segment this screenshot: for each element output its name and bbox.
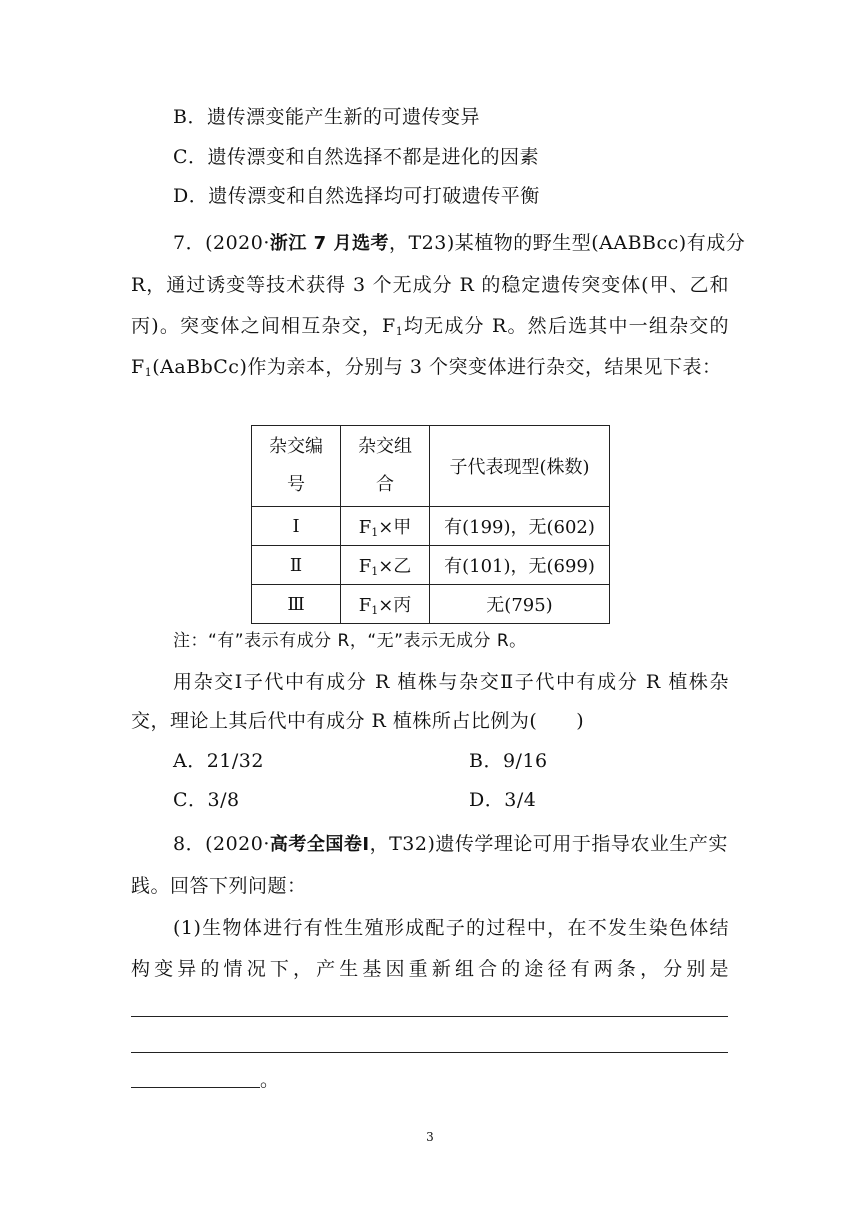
header-col2-line1: 杂交组 xyxy=(358,436,412,457)
q8-end-mark: 。 xyxy=(260,1069,280,1091)
row-id: Ⅱ xyxy=(252,546,341,585)
row-result: 有(101)，无(699) xyxy=(430,546,610,585)
cross-a: F xyxy=(358,517,372,538)
answer-blank-line[interactable] xyxy=(131,1016,728,1017)
q7-line2: R，通过诱变等技术获得 3 个无成分 R 的稳定遗传突变体(甲、乙和 xyxy=(131,274,729,296)
table-note: 注：“有”表示有成分 R，“无”表示无成分 R。 xyxy=(173,631,527,651)
option-b-prev: B．遗传漂变能产生新的可遗传变异 xyxy=(173,106,480,128)
q7-line4 xyxy=(131,353,722,381)
header-offspring: 子代表现型(株数) xyxy=(430,426,610,507)
q8-sub1-line2: 构变异的情况下，产生基因重新组合的途径有两条，分别是 xyxy=(131,958,729,980)
q7-line3-b: 均无成分 R。然后选其中一组杂交的 xyxy=(403,315,729,337)
row-result: 无(795) xyxy=(430,585,610,624)
header-col1-line1: 杂交编 xyxy=(269,436,323,457)
q7-ref: ，T23)某植物的野生型(AABBcc)有成分 xyxy=(388,232,746,254)
cross-sub: 1 xyxy=(371,604,379,617)
table-header-row xyxy=(252,426,610,507)
q7-option-b: B．9/16 xyxy=(469,750,548,772)
page-number: 3 xyxy=(426,1130,434,1144)
cross-b: ×丙 xyxy=(378,595,412,616)
q7-line3-a: 丙)。突变体之间相互杂交，F xyxy=(131,315,396,337)
row-cross xyxy=(341,585,430,624)
cross-a: F xyxy=(358,556,372,577)
row-cross xyxy=(341,546,430,585)
q7-option-a: A．21/32 xyxy=(173,750,264,772)
q7-line1 xyxy=(173,229,745,258)
option-c-prev: C．遗传漂变和自然选择不都是进化的因素 xyxy=(173,146,540,168)
header-cross-number xyxy=(252,426,341,507)
option-d-prev: D．遗传漂变和自然选择均可打破遗传平衡 xyxy=(173,185,540,207)
header-col2-line2: 合 xyxy=(376,474,394,495)
row-result: 有(199)，无(602) xyxy=(430,507,610,546)
table-row xyxy=(252,585,610,624)
table-row xyxy=(252,507,610,546)
q7-line4-a: F xyxy=(131,356,145,378)
q7-line3 xyxy=(131,312,729,340)
cross-sub: 1 xyxy=(371,526,379,539)
cross-b: ×甲 xyxy=(378,517,412,538)
answer-blank-line[interactable] xyxy=(131,1087,260,1088)
q8-ref: ，T32)遗传学理论可用于指导农业生产实 xyxy=(369,833,728,855)
row-id: Ⅲ xyxy=(252,585,341,624)
q8-number: 8．(2020· xyxy=(173,833,270,855)
cross-a: F xyxy=(358,595,372,616)
q8-sub1-line1: (1)生物体进行有性生殖形成配子的过程中，在不发生染色体结 xyxy=(173,917,729,939)
q8-line2: 践。回答下列问题： xyxy=(131,875,307,897)
table-row xyxy=(252,546,610,585)
q7-option-c: C．3/8 xyxy=(173,789,240,811)
header-cross-combination xyxy=(341,426,430,507)
q7-option-d: D．3/4 xyxy=(469,789,537,811)
cross-table xyxy=(251,425,610,624)
q8-line1 xyxy=(173,830,728,859)
q7-line3-sub: 1 xyxy=(395,325,404,338)
q8-source: 高考全国卷Ⅰ xyxy=(269,834,370,855)
q7-line4-sub: 1 xyxy=(144,366,153,379)
answer-blank-line[interactable] xyxy=(131,1052,728,1053)
header-col1-line2: 号 xyxy=(287,474,305,495)
cross-sub: 1 xyxy=(371,565,379,578)
row-id: Ⅰ xyxy=(252,507,341,546)
q7-question-line1: 用杂交Ⅰ子代中有成分 R 植株与杂交Ⅱ子代中有成分 R 植株杂 xyxy=(173,671,729,693)
q7-line4-b: (AaBbCc)作为亲本，分别与 3 个突变体进行杂交，结果见下表： xyxy=(152,356,722,378)
row-cross xyxy=(341,507,430,546)
q7-number: 7．(2020· xyxy=(173,232,270,254)
q7-source: 浙江 7 月选考 xyxy=(269,233,389,254)
q7-question-line2: 交，理论上其后代中有成分 R 植株所占比例为( ) xyxy=(131,710,585,732)
cross-b: ×乙 xyxy=(378,556,412,577)
